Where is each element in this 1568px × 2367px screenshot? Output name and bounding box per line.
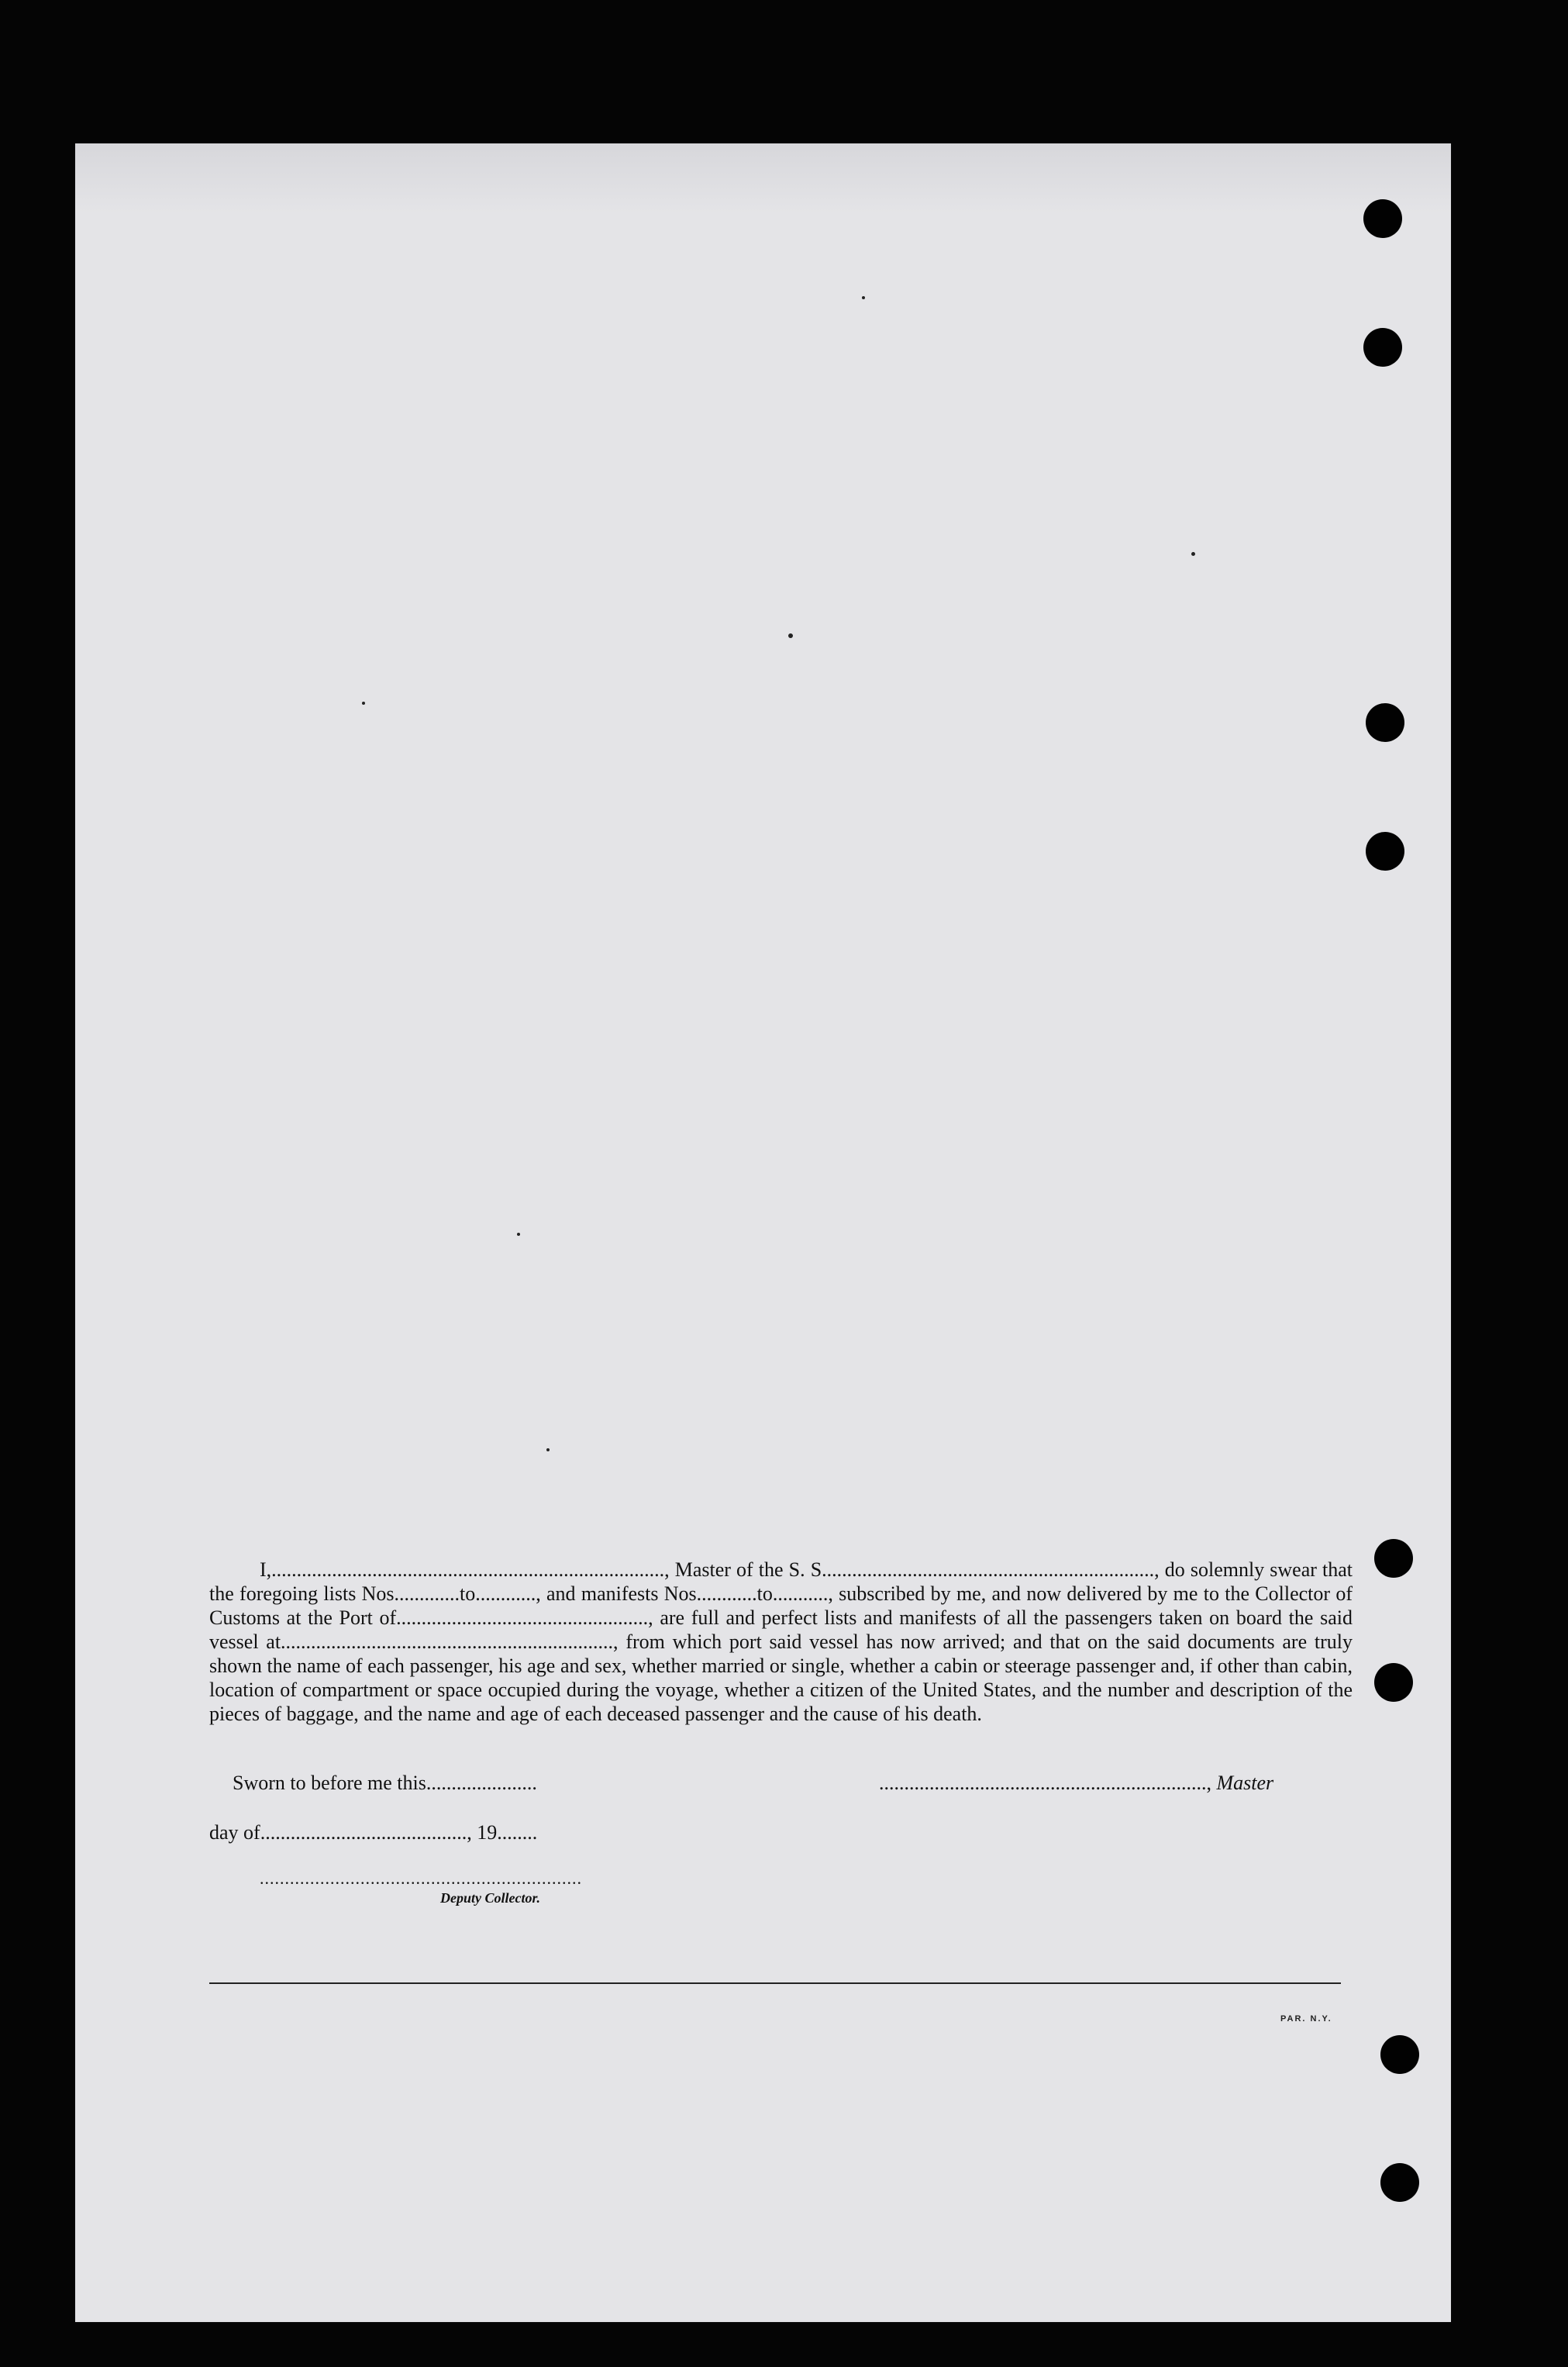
punch-hole — [1380, 2163, 1419, 2202]
punch-hole — [1363, 328, 1402, 367]
punch-hole — [1366, 832, 1404, 871]
scan-speck — [517, 1233, 520, 1236]
master-signature-dots: ................................................................., — [879, 1772, 1211, 1794]
deputy-collector-label: Deputy Collector. — [440, 1890, 540, 1906]
manifest-page — [75, 143, 1451, 2322]
scan-speck — [546, 1448, 550, 1451]
oath-paragraph: I,.............................................................................., Master of the S. S.................................................................., do solemnly swear that the foregoing lists Nos.............to............, and manifests Nos............to..........., subscribed by me, and now delivered by me to the Collector of Customs at the Port of.................................................., are full and perfect lists and manifests of all the passengers taken on board the said vessel at.................................................................., from which port said vessel has now arrived; and that on the said documents are truly shown the name of each passenger, his age and sex, whether married or single, whether a cabin or steerage passenger and, if other than cabin, location of compartment or space occupied during the voyage, whether a citizen of the United States, and the number and description of the pieces of baggage, and the name and age of each deceased passenger and the cause of his death. — [209, 1558, 1353, 1725]
deputy-collector-signature-dots: ................................................................ — [260, 1868, 582, 1888]
punch-hole — [1374, 1663, 1413, 1702]
scan-speck — [862, 296, 865, 299]
punch-hole — [1380, 2035, 1419, 2074]
scan-speck — [788, 633, 793, 638]
punch-hole — [1363, 199, 1402, 238]
scan-speck — [1191, 552, 1195, 556]
scan-speck — [362, 702, 365, 705]
day-of-line: day of........................................., 19........ — [209, 1821, 538, 1844]
master-label: Master — [1216, 1772, 1274, 1794]
printer-mark: PAR. N.Y. — [1280, 2014, 1332, 2024]
sworn-before-line: Sworn to before me this...................... — [233, 1772, 537, 1794]
master-signature-line — [879, 1772, 1273, 1795]
punch-hole — [1366, 703, 1404, 742]
punch-hole — [1374, 1539, 1413, 1578]
horizontal-rule — [209, 1982, 1341, 1984]
